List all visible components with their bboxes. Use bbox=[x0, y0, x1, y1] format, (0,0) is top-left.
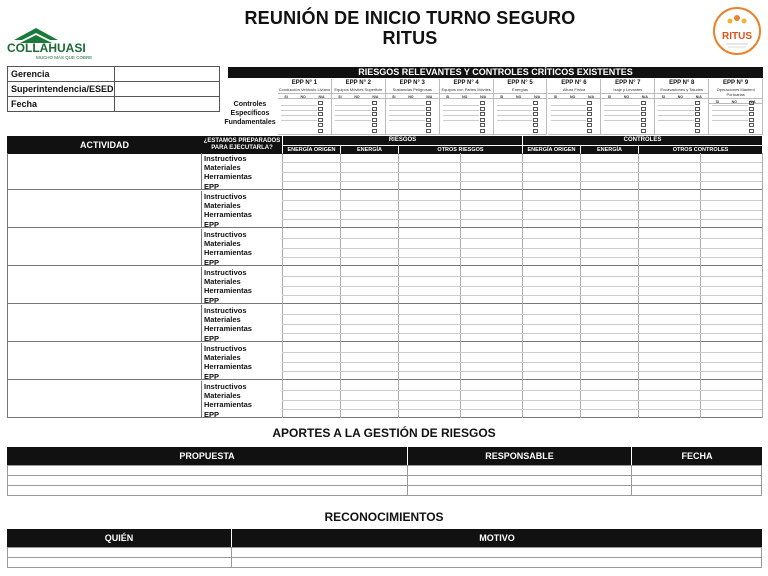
checkbox[interactable] bbox=[372, 118, 377, 122]
checkbox[interactable] bbox=[372, 101, 377, 105]
epp-controls-list bbox=[712, 101, 748, 121]
epp-column-6 bbox=[548, 79, 602, 135]
epp-subtitle: Izaje y Levantes bbox=[613, 87, 643, 92]
preparacion-item: Materiales bbox=[204, 163, 241, 173]
actividad-cell[interactable] bbox=[7, 343, 202, 380]
grid-row-line bbox=[282, 276, 762, 277]
fecha-cell[interactable] bbox=[632, 466, 762, 476]
grid-row-line bbox=[282, 248, 762, 249]
epp-option-label: NO bbox=[408, 95, 414, 99]
checkbox[interactable] bbox=[318, 101, 323, 105]
gerencia-label: Gerencia bbox=[8, 67, 115, 82]
preparacion-list bbox=[204, 344, 252, 381]
preparacion-list bbox=[204, 382, 252, 419]
checkbox[interactable] bbox=[533, 101, 538, 105]
preparacion-item: Instructivos bbox=[204, 154, 247, 163]
epp-options-header bbox=[386, 93, 439, 99]
epp-option-label: SI bbox=[284, 95, 288, 99]
propuesta-cell[interactable] bbox=[8, 476, 408, 486]
epp-column-3 bbox=[386, 79, 440, 135]
preparacion-item: Herramientas bbox=[204, 400, 252, 410]
checkbox[interactable] bbox=[480, 134, 485, 135]
epp-options-header bbox=[601, 93, 654, 99]
preparacion-item: EPP bbox=[204, 295, 220, 305]
epp-title: EPP N° 6 bbox=[561, 80, 587, 86]
energia-origen-header: ENERGÍA ORIGEN bbox=[282, 145, 340, 154]
checkbox[interactable] bbox=[695, 134, 700, 135]
energia-potencial-controles-header: ENERGÍA POTENCIAL bbox=[580, 145, 638, 154]
checkbox[interactable] bbox=[587, 112, 592, 116]
reconocimientos-title: RECONOCIMIENTOS bbox=[324, 510, 444, 524]
actividad-cell[interactable] bbox=[7, 305, 202, 342]
checkbox[interactable] bbox=[480, 101, 485, 105]
checkbox[interactable] bbox=[318, 129, 323, 133]
preparacion-item: Herramientas bbox=[204, 324, 252, 334]
grid-row-line bbox=[282, 352, 762, 353]
epp-subtitle: Energías bbox=[512, 87, 529, 92]
checkbox[interactable] bbox=[318, 107, 323, 111]
actividad-cell[interactable] bbox=[7, 381, 202, 418]
epp-option-label: NO bbox=[677, 95, 683, 99]
epp-column-2 bbox=[332, 79, 386, 135]
preparacion-list bbox=[204, 154, 252, 191]
fecha-cell[interactable] bbox=[632, 486, 762, 496]
checkbox[interactable] bbox=[695, 129, 700, 133]
checkbox[interactable] bbox=[533, 134, 538, 135]
preparacion-item: Herramientas bbox=[204, 362, 252, 372]
epp-controls-list bbox=[551, 101, 587, 121]
checkbox[interactable] bbox=[426, 101, 431, 105]
preparacion-item: Instructivos bbox=[204, 230, 247, 239]
checkbox[interactable] bbox=[587, 118, 592, 122]
preparacion-item: EPP bbox=[204, 257, 220, 267]
preparacion-item: EPP bbox=[204, 181, 220, 191]
grid-row-line bbox=[282, 238, 762, 239]
epp-option-label: NO bbox=[354, 95, 360, 99]
preparacion-item: Materiales bbox=[204, 315, 241, 325]
epp-option-label: SI bbox=[607, 95, 612, 99]
preparacion-item: Herramientas bbox=[204, 210, 252, 220]
epp-option-label: SI bbox=[499, 95, 504, 99]
preparacion-item: Instructivos bbox=[204, 382, 247, 391]
epp-options-header bbox=[494, 93, 547, 99]
quien-header: QUIÉN bbox=[7, 529, 231, 547]
svg-text:COLLAHUASI: COLLAHUASI bbox=[7, 41, 86, 55]
otros-riesgos-header: OTROS RIESGOS bbox=[398, 145, 522, 154]
otros-controles-header: OTROS CONTROLES bbox=[638, 145, 762, 154]
epp-checkboxes bbox=[318, 101, 329, 135]
epp-title: EPP N° 8 bbox=[669, 80, 695, 86]
checkbox[interactable] bbox=[372, 112, 377, 116]
checkbox[interactable] bbox=[372, 134, 377, 135]
grid-border bbox=[7, 153, 8, 418]
epp-option-label: NO bbox=[516, 95, 522, 99]
checkbox[interactable] bbox=[641, 123, 646, 127]
superintendencia-label: Superintendencia/ESED bbox=[8, 82, 115, 97]
preparacion-item: Materiales bbox=[204, 277, 241, 287]
preparacion-item: Herramientas bbox=[204, 172, 252, 182]
epp-options-header bbox=[548, 93, 601, 99]
checkbox[interactable] bbox=[587, 134, 592, 135]
epp-option-label: N/A bbox=[480, 95, 487, 99]
epp-option-label: SI bbox=[715, 100, 719, 104]
grid-row-line bbox=[282, 219, 762, 220]
epp-controls-list bbox=[658, 101, 694, 121]
checkbox[interactable] bbox=[695, 123, 700, 127]
checkbox[interactable] bbox=[426, 112, 431, 116]
checkbox[interactable] bbox=[641, 107, 646, 111]
checkbox[interactable] bbox=[749, 123, 754, 127]
epp-checkboxes bbox=[749, 101, 760, 135]
ritus-logo bbox=[712, 6, 762, 56]
epp-options-header bbox=[440, 93, 493, 99]
checkbox[interactable] bbox=[426, 123, 431, 127]
checkbox[interactable] bbox=[587, 101, 592, 105]
checkbox[interactable] bbox=[641, 112, 646, 116]
epp-title: EPP N° 2 bbox=[345, 80, 371, 86]
checkbox[interactable] bbox=[533, 107, 538, 111]
epp-option-label: NO bbox=[462, 95, 468, 99]
epp-title: EPP N° 1 bbox=[291, 80, 318, 86]
checkbox[interactable] bbox=[749, 118, 754, 122]
page-title: REUNIÓN DE INICIO TURNO SEGURO RITUS bbox=[244, 8, 576, 48]
epp-controls-list bbox=[335, 101, 371, 121]
epp-controls-list bbox=[497, 101, 533, 121]
epp-option-label: NO bbox=[569, 95, 576, 99]
checkbox[interactable] bbox=[480, 129, 485, 133]
grid-row-line bbox=[282, 324, 762, 325]
grid-row-line bbox=[282, 210, 762, 211]
preparacion-item: Instructivos bbox=[204, 344, 247, 353]
checkbox[interactable] bbox=[372, 129, 377, 133]
epp-subtitle: Excavaciones y Taludes bbox=[660, 87, 704, 92]
fecha-label: Fecha bbox=[8, 97, 115, 112]
preparacion-item: EPP bbox=[204, 409, 220, 419]
epp-option-label: N/A bbox=[318, 95, 325, 99]
epp-option-label: SI bbox=[338, 95, 342, 99]
propuesta-header: PROPUESTA bbox=[7, 447, 407, 465]
info-table bbox=[7, 66, 220, 112]
energia-potencial-header: ENERGÍA POTENCIAL bbox=[340, 145, 398, 154]
motivo-header: MOTIVO bbox=[231, 529, 762, 547]
checkbox[interactable] bbox=[749, 112, 754, 116]
checkbox[interactable] bbox=[749, 134, 754, 135]
grid-row-line bbox=[282, 200, 762, 201]
checkbox[interactable] bbox=[587, 129, 592, 133]
epp-controls-list bbox=[389, 101, 425, 121]
preparacion-item: Materiales bbox=[204, 391, 241, 401]
checkbox[interactable] bbox=[641, 134, 646, 135]
epp-controls-list bbox=[281, 101, 317, 121]
quien-cell[interactable] bbox=[8, 558, 232, 568]
epp-checkboxes bbox=[533, 101, 544, 135]
checkbox[interactable] bbox=[426, 129, 431, 133]
fecha-aportes-header: FECHA bbox=[631, 447, 762, 465]
epp-subtitle: Conducción Vehículo Liviano bbox=[278, 87, 331, 92]
epp-option-label: NO bbox=[623, 95, 630, 99]
quien-cell[interactable] bbox=[8, 548, 232, 558]
svg-text:MUCHO MÁS QUE COBRE: MUCHO MÁS QUE COBRE bbox=[36, 55, 93, 60]
actividad-header: ACTIVIDAD bbox=[7, 136, 202, 154]
preparacion-item: Materiales bbox=[204, 239, 241, 249]
epp-checkboxes bbox=[641, 101, 652, 135]
riesgos-relevantes-bar: RIESGOS RELEVANTES Y CONTROLES CRÍTICOS EXISTENTES bbox=[228, 67, 763, 78]
grid-row-line bbox=[282, 295, 762, 296]
riesgos-header: RIESGOS bbox=[282, 136, 522, 145]
checkbox[interactable] bbox=[533, 129, 538, 133]
grid-row-line bbox=[282, 286, 762, 287]
epp-subtitle: Equipos Móviles Superficie bbox=[334, 87, 383, 92]
preparacion-item: Materiales bbox=[204, 353, 241, 363]
epp-subtitle: Altura Física bbox=[562, 87, 586, 92]
epp-checkboxes bbox=[587, 101, 598, 135]
epp-checkboxes bbox=[480, 101, 491, 135]
epp-options-header bbox=[332, 93, 385, 99]
checkbox[interactable] bbox=[426, 118, 431, 122]
checkbox[interactable] bbox=[695, 118, 700, 122]
preparacion-list bbox=[204, 192, 252, 229]
aportes-title: APORTES A LA GESTIÓN DE RIESGOS bbox=[272, 426, 496, 440]
epp-option-label: N/A bbox=[641, 95, 648, 99]
epp-title: EPP N° 5 bbox=[507, 80, 533, 86]
preparacion-item: Instructivos bbox=[204, 268, 247, 277]
preparacion-item: Materiales bbox=[204, 201, 241, 211]
checkbox[interactable] bbox=[480, 123, 485, 127]
preparacion-item: EPP bbox=[204, 219, 220, 229]
checkbox[interactable] bbox=[480, 112, 485, 116]
epp-option-label: N/A bbox=[587, 95, 594, 99]
checkbox[interactable] bbox=[318, 123, 323, 127]
epp-subtitle: Equipos con Partes Móviles bbox=[441, 87, 491, 92]
epp-options-header bbox=[655, 93, 708, 99]
epp-option-label: N/A bbox=[749, 100, 756, 104]
checkbox[interactable] bbox=[749, 129, 754, 133]
grid-row-line bbox=[282, 400, 762, 401]
actividad-cell[interactable] bbox=[7, 229, 202, 266]
epp-option-label: SI bbox=[446, 95, 450, 99]
checkbox[interactable] bbox=[587, 123, 592, 127]
actividad-cell[interactable] bbox=[7, 267, 202, 304]
preparacion-item: EPP bbox=[204, 371, 220, 381]
epp-option-label: NO bbox=[300, 95, 306, 99]
epp-column-1 bbox=[278, 79, 332, 135]
epp-option-label: NO bbox=[731, 100, 737, 104]
epp-option-label: N/A bbox=[695, 95, 702, 99]
epp-checkboxes bbox=[372, 101, 383, 135]
checkbox[interactable] bbox=[426, 107, 431, 111]
epp-option-label: N/A bbox=[534, 95, 541, 99]
preparados-header: ¿ESTAMOS PREPARADOS PARA EJECUTARLA? bbox=[202, 136, 282, 154]
epp-option-label: N/A bbox=[372, 95, 379, 99]
checkbox[interactable] bbox=[695, 107, 700, 111]
grid-row-line bbox=[282, 172, 762, 173]
reconocimientos-table bbox=[7, 547, 762, 568]
epp-subtitle: Operaciones Manteni Portuarias bbox=[716, 87, 755, 97]
epp-controls-list bbox=[604, 101, 640, 121]
preparacion-item: Herramientas bbox=[204, 286, 252, 296]
epp-title: EPP N° 4 bbox=[453, 80, 479, 86]
checkbox[interactable] bbox=[695, 112, 700, 116]
checkbox[interactable] bbox=[695, 101, 700, 105]
responsable-cell[interactable] bbox=[408, 466, 632, 476]
energia-origen-controles-header: ENERGÍA ORIGEN bbox=[522, 145, 580, 154]
epp-options-header bbox=[278, 93, 331, 99]
epp-option-label: N/A bbox=[426, 95, 433, 99]
epp-title: EPP N° 9 bbox=[722, 80, 749, 86]
responsable-cell[interactable] bbox=[408, 486, 632, 496]
epp-column-4 bbox=[440, 79, 494, 135]
fecha-cell[interactable] bbox=[632, 476, 762, 486]
epp-checkboxes bbox=[695, 101, 706, 135]
responsable-header: RESPONSABLE bbox=[407, 447, 631, 465]
checkbox[interactable] bbox=[426, 134, 431, 135]
grid-row-line bbox=[282, 314, 762, 315]
epp-column-9 bbox=[709, 79, 763, 135]
checkbox[interactable] bbox=[372, 123, 377, 127]
controles-header: CONTROLES bbox=[522, 136, 762, 145]
grid-row-line bbox=[282, 390, 762, 391]
checkbox[interactable] bbox=[533, 112, 538, 116]
preparacion-list bbox=[204, 230, 252, 267]
checkbox[interactable] bbox=[318, 118, 323, 122]
actividad-cell[interactable] bbox=[7, 153, 202, 190]
epp-subtitle: Sustancias Peligrosas bbox=[392, 87, 432, 92]
svg-text:RITUS: RITUS bbox=[722, 31, 752, 42]
preparacion-list bbox=[204, 268, 252, 305]
preparacion-item: Instructivos bbox=[204, 306, 247, 315]
preparacion-item: EPP bbox=[204, 333, 220, 343]
fecha-field[interactable] bbox=[114, 97, 219, 112]
preparacion-list bbox=[204, 306, 252, 343]
epp-column-5 bbox=[494, 79, 548, 135]
epp-option-label: SI bbox=[553, 95, 558, 99]
checkbox[interactable] bbox=[749, 101, 754, 105]
controles-especificos-label: Controles Específicos Fundamentales bbox=[224, 101, 276, 126]
epp-option-label: SI bbox=[392, 95, 396, 99]
checkbox[interactable] bbox=[641, 101, 646, 105]
superintendencia-field[interactable] bbox=[114, 82, 219, 97]
grid-row-line bbox=[282, 162, 762, 163]
aportes-table bbox=[7, 465, 762, 496]
propuesta-cell[interactable] bbox=[8, 466, 408, 476]
motivo-cell[interactable] bbox=[232, 548, 762, 558]
grid-row-line bbox=[282, 409, 762, 410]
checkbox[interactable] bbox=[749, 107, 754, 111]
responsable-cell[interactable] bbox=[408, 476, 632, 486]
checkbox[interactable] bbox=[533, 118, 538, 122]
epp-option-label: SI bbox=[661, 95, 665, 99]
checkbox[interactable] bbox=[587, 107, 592, 111]
checkbox[interactable] bbox=[318, 134, 323, 135]
grid-column-line bbox=[762, 153, 763, 418]
epp-column-8 bbox=[655, 79, 709, 135]
epp-controls-list bbox=[443, 101, 479, 121]
actividad-cell[interactable] bbox=[7, 191, 202, 228]
epp-title: EPP N° 3 bbox=[399, 80, 425, 86]
gerencia-field[interactable] bbox=[114, 67, 219, 82]
checkbox[interactable] bbox=[533, 123, 538, 127]
preparacion-item: Instructivos bbox=[204, 192, 247, 201]
epp-title: EPP N° 7 bbox=[615, 80, 641, 86]
collahuasi-logo bbox=[6, 26, 116, 62]
propuesta-cell[interactable] bbox=[8, 486, 408, 496]
grid-row-line bbox=[282, 362, 762, 363]
grid-row-line bbox=[282, 181, 762, 182]
checkbox[interactable] bbox=[318, 112, 323, 116]
motivo-cell[interactable] bbox=[232, 558, 762, 568]
checkbox[interactable] bbox=[480, 107, 485, 111]
epp-checkboxes bbox=[426, 101, 437, 135]
preparacion-item: Herramientas bbox=[204, 248, 252, 258]
grid-row-line bbox=[282, 371, 762, 372]
grid-row-line bbox=[282, 257, 762, 258]
checkbox[interactable] bbox=[372, 107, 377, 111]
checkbox[interactable] bbox=[641, 118, 646, 122]
checkbox[interactable] bbox=[480, 118, 485, 122]
checkbox[interactable] bbox=[641, 129, 646, 133]
epp-column-7 bbox=[601, 79, 655, 135]
grid-row-line bbox=[282, 333, 762, 334]
